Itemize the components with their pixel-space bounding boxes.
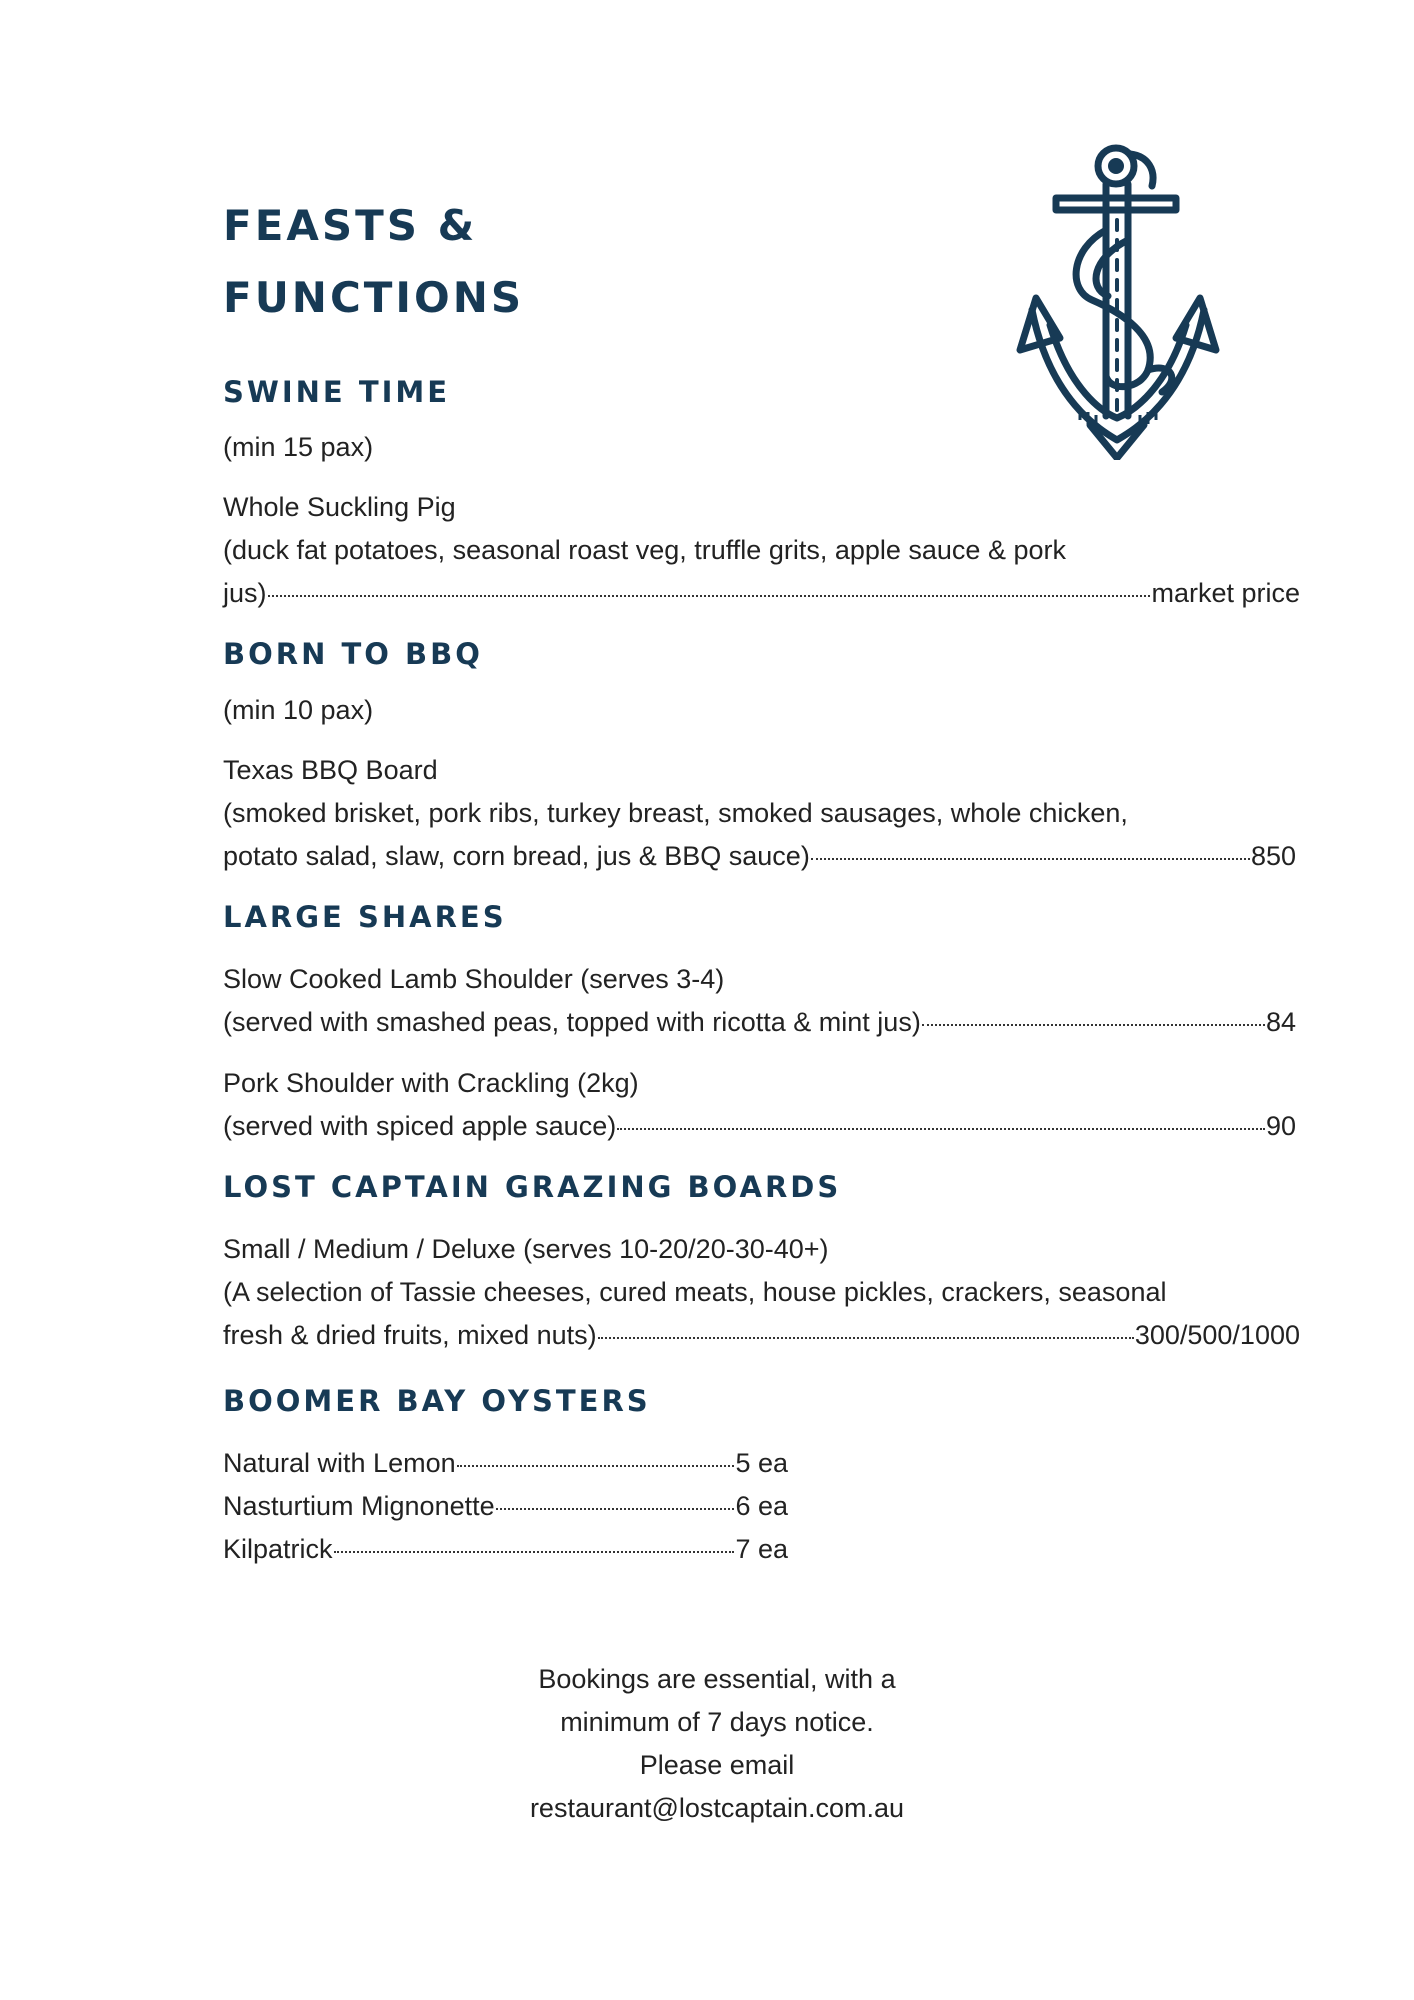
large-item-2-desc: (served with spiced apple sauce) xyxy=(223,1111,617,1141)
swine-item-name: Whole Suckling Pig xyxy=(223,492,456,522)
section-heading-bbq: BORN TO BBQ xyxy=(223,637,483,671)
booking-line-2: minimum of 7 days notice. xyxy=(560,1707,874,1737)
oyster-name: Natural with Lemon xyxy=(223,1448,456,1478)
bbq-note: (min 10 pax) xyxy=(223,695,374,725)
grazing-price-row xyxy=(223,1318,1300,1352)
grazing-item-name: Small / Medium / Deluxe (serves 10-20/20-30-40+) xyxy=(223,1234,829,1264)
booking-line-3: Please email xyxy=(639,1750,795,1780)
bbq-desc-line-2: potato salad, slaw, corn bread, jus & BBQ sauce) xyxy=(223,841,810,871)
title-line-1: FEASTS & xyxy=(223,201,478,250)
section-heading-swine: SWINE TIME xyxy=(223,375,451,409)
oyster-row xyxy=(223,1532,788,1566)
dot-leader xyxy=(268,595,1151,597)
grazing-price: 300/500/1000 xyxy=(1134,1320,1300,1350)
large-item-1-name: Slow Cooked Lamb Shoulder (serves 3-4) xyxy=(223,964,725,994)
bbq-price: 850 xyxy=(1250,841,1296,871)
page-title xyxy=(223,190,723,334)
oyster-price: 6 ea xyxy=(735,1491,788,1521)
dot-leader xyxy=(811,858,1250,860)
large-item-2-price-row xyxy=(223,1109,1296,1143)
dot-leader xyxy=(922,1024,1265,1026)
swine-note: (min 15 pax) xyxy=(223,432,374,462)
dot-leader xyxy=(457,1465,735,1467)
booking-line-1: Bookings are essential, with a xyxy=(538,1664,896,1694)
dot-leader xyxy=(496,1508,735,1510)
dot-leader xyxy=(598,1337,1134,1339)
anchor-icon xyxy=(1010,140,1238,460)
section-heading-oysters: BOOMER BAY OYSTERS xyxy=(223,1384,651,1418)
grazing-desc-line-2: fresh & dried fruits, mixed nuts) xyxy=(223,1320,597,1350)
booking-note xyxy=(457,1658,977,1830)
section-heading-large-shares: LARGE SHARES xyxy=(223,900,507,934)
oyster-name: Nasturtium Mignonette xyxy=(223,1491,495,1521)
title-line-2: FUNCTIONS xyxy=(223,273,525,322)
large-item-2-name: Pork Shoulder with Crackling (2kg) xyxy=(223,1068,639,1098)
dot-leader xyxy=(617,1128,1265,1130)
oyster-price: 5 ea xyxy=(735,1448,788,1478)
dot-leader xyxy=(334,1551,735,1553)
bbq-item-name: Texas BBQ Board xyxy=(223,755,438,785)
large-item-1-price: 84 xyxy=(1265,1007,1296,1037)
swine-desc-line-2: jus) xyxy=(223,578,267,608)
grazing-desc-line-1: (A selection of Tassie cheeses, cured meats, house pickles, crackers, seasonal xyxy=(223,1277,1167,1307)
swine-desc-line-1: (duck fat potatoes, seasonal roast veg, truffle grits, apple sauce & pork xyxy=(223,535,1066,565)
section-heading-grazing: LOST CAPTAIN GRAZING BOARDS xyxy=(223,1170,842,1204)
swine-price-row xyxy=(223,576,1300,610)
large-item-1-price-row xyxy=(223,1005,1296,1039)
large-item-2-price: 90 xyxy=(1265,1111,1296,1141)
oyster-row xyxy=(223,1489,788,1523)
bbq-desc-line-1: (smoked brisket, pork ribs, turkey breast, smoked sausages, whole chicken, xyxy=(223,798,1128,828)
large-item-1-desc: (served with smashed peas, topped with ricotta & mint jus) xyxy=(223,1007,921,1037)
booking-email: restaurant@lostcaptain.com.au xyxy=(529,1793,905,1823)
bbq-price-row xyxy=(223,839,1296,873)
swine-price: market price xyxy=(1151,578,1300,608)
oyster-price: 7 ea xyxy=(735,1534,788,1564)
oyster-name: Kilpatrick xyxy=(223,1534,333,1564)
oyster-row xyxy=(223,1446,788,1480)
